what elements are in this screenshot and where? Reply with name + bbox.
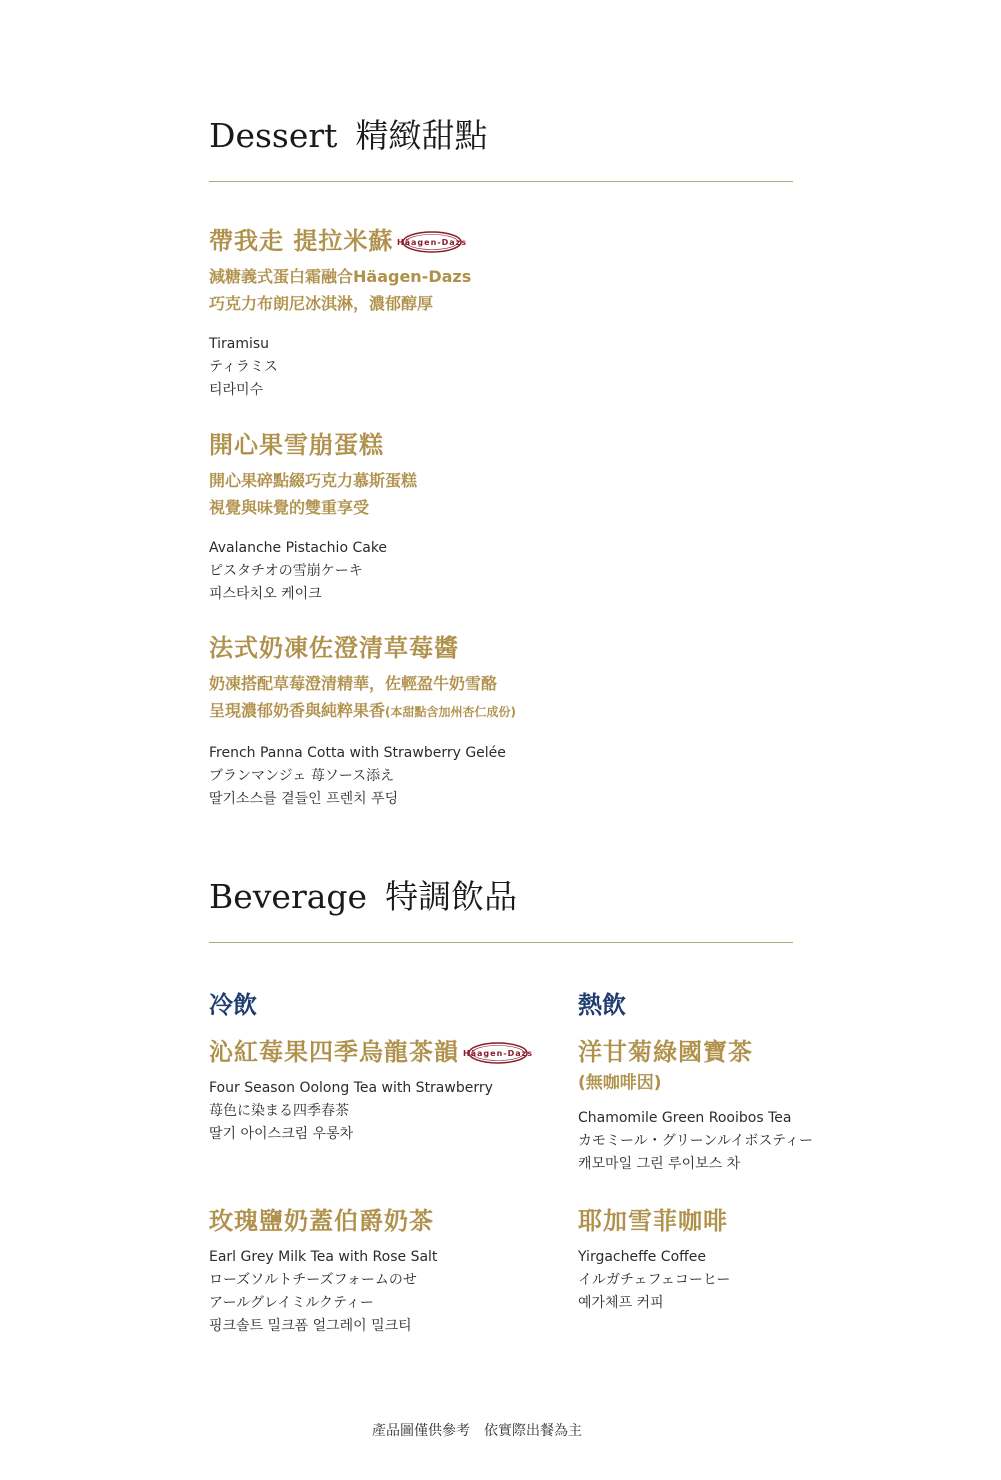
- cold-drink-ja: 苺色に染まる四季春茶: [209, 1103, 349, 1119]
- beverage-section-title: [209, 871, 517, 918]
- cold-drink-name-text: 沁紅莓果四季烏龍茶韻: [209, 1038, 459, 1066]
- dessert-item-desc2: 巧克力布朗尼冰淇淋，濃郁醇厚: [209, 294, 434, 313]
- hot-drink-ja: イルガチェフェコーヒー: [578, 1272, 731, 1288]
- dessert-item-ko: 피스타치오 케이크: [209, 586, 322, 602]
- hot-drink-name: 洋甘菊綠國寶茶: [578, 1038, 753, 1066]
- beverage-title-en: Beverage: [209, 877, 368, 916]
- dessert-item-ja: ティラミス: [209, 359, 278, 375]
- hot-drinks-label: 熱飲: [578, 991, 626, 1019]
- haagen-dazs-logo: [397, 230, 468, 254]
- hot-drink-caffeine-note: (無咖啡因): [578, 1073, 662, 1093]
- dessert-item-desc1: 奶凍搭配草莓澄清精華，佐輕盈牛奶雪酪: [209, 674, 498, 693]
- cold-drink-ja: ローズソルトチーズフォームのせ: [209, 1272, 417, 1288]
- dessert-item-desc2-text: 呈現濃郁奶香與純粹果香: [209, 701, 386, 720]
- dessert-item-desc1: 開心果碎點綴巧克力慕斯蛋糕: [209, 471, 418, 490]
- dessert-item: [209, 224, 471, 402]
- dessert-item-desc1: 減糖義式蛋白霜融合Häagen-Dazs: [209, 267, 472, 286]
- hot-drink-item: [578, 1035, 813, 1176]
- hot-drink-en: Yirgacheffe Coffee: [578, 1249, 707, 1265]
- dessert-item-ja: ピスタチオの雪崩ケーキ: [209, 563, 363, 579]
- hot-drink-item: [578, 1204, 730, 1315]
- hot-drink-en: Chamomile Green Rooibos Tea: [578, 1110, 792, 1126]
- dessert-item-en: Avalanche Pistachio Cake: [209, 540, 388, 556]
- haagen-dazs-logo-text: Häagen-Dazs: [397, 238, 468, 247]
- dessert-item: [209, 631, 516, 811]
- dessert-item-name: [209, 224, 471, 258]
- cold-drink-item: [209, 1035, 534, 1146]
- dessert-item-en: Tiramisu: [209, 336, 270, 352]
- dessert-item-ko: 티라미수: [209, 382, 264, 398]
- cold-drink-name: 玫瑰鹽奶蓋伯爵奶茶: [209, 1207, 434, 1235]
- allergen-note: (本甜點含加州杏仁成份): [385, 705, 516, 719]
- dessert-item: [209, 428, 417, 606]
- hot-drink-ja: カモミール・グリーンルイボスティー: [578, 1133, 813, 1149]
- cold-drink-ja2: アールグレイミルクティー: [209, 1295, 374, 1311]
- cold-drinks-label: 冷飲: [209, 991, 257, 1019]
- cold-drink-name: [209, 1035, 534, 1069]
- cold-drink-item: [209, 1204, 437, 1338]
- dessert-item-name-text: 帶我走 提拉米蘇: [209, 227, 394, 255]
- beverage-divider: [209, 942, 793, 943]
- dessert-item-name: 法式奶凍佐澄清草莓醬: [209, 634, 459, 662]
- dessert-title-en: Dessert: [209, 116, 338, 155]
- haagen-dazs-logo: [462, 1041, 534, 1065]
- haagen-dazs-logo-text: Häagen-Dazs: [462, 1049, 534, 1058]
- beverage-title-zh: 特調飲品: [385, 877, 518, 916]
- cold-drink-en: Four Season Oolong Tea with Strawberry: [209, 1080, 493, 1096]
- dessert-item-ko: 딸기소스를 곁들인 프렌치 푸딩: [209, 791, 399, 807]
- hot-drink-ko: 예가체프 커피: [578, 1295, 664, 1311]
- hot-drink-ko: 캐모마일 그린 루이보스 차: [578, 1156, 741, 1172]
- cold-drink-ko: 딸기 아이스크림 우롱차: [209, 1126, 354, 1142]
- dessert-item-desc2: 視覺與味覺的雙重享受: [209, 498, 370, 517]
- footer-disclaimer: 產品圖僅供參考 依實際出餐為主: [372, 1423, 582, 1439]
- dessert-section-title: [209, 110, 487, 157]
- dessert-item-desc2: [209, 697, 516, 726]
- dessert-title-zh: 精緻甜點: [355, 116, 488, 155]
- cold-drink-ko: 핑크솔트 밀크폼 얼그레이 밀크티: [209, 1318, 412, 1334]
- hot-drink-name: 耶加雪菲咖啡: [578, 1207, 728, 1235]
- cold-drink-en: Earl Grey Milk Tea with Rose Salt: [209, 1249, 438, 1265]
- dessert-divider: [209, 181, 793, 182]
- dessert-item-en: French Panna Cotta with Strawberry Gelée: [209, 745, 506, 761]
- dessert-item-name: 開心果雪崩蛋糕: [209, 431, 384, 459]
- dessert-item-ja: ブランマンジェ 苺ソース添え: [209, 768, 395, 784]
